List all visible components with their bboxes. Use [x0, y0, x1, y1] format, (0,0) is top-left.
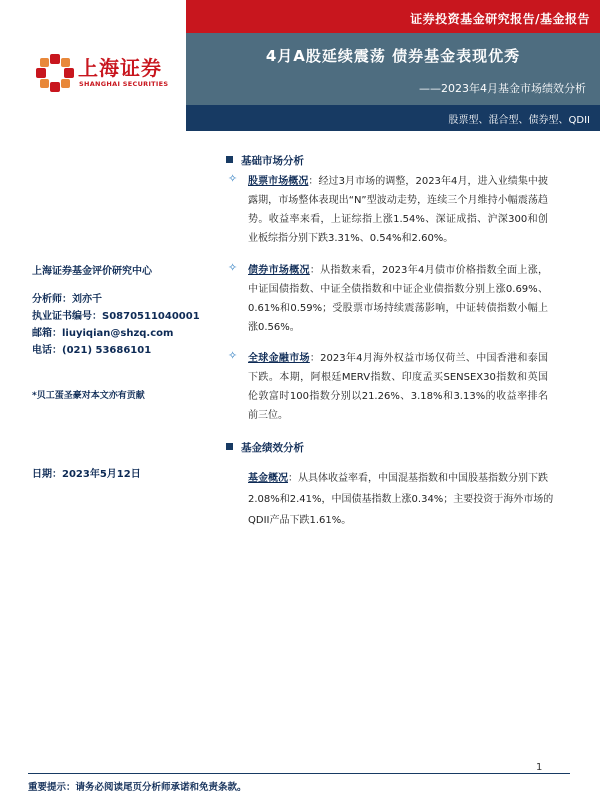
section-heading: 基础市场分析: [226, 153, 304, 168]
logo-name-cn: 上海证券: [78, 56, 162, 80]
contributor-note: *贝工蛋圣豪对本文亦有贡献: [32, 391, 145, 401]
company-logo: [0, 38, 186, 108]
report-title: 4月A股延续震荡 债券基金表现优秀: [265, 47, 521, 65]
report-type-bar: [186, 5, 600, 33]
diamond-bullet-icon: ✧: [228, 172, 238, 185]
license-number: 执业证书编号：S0870511040001: [32, 311, 200, 322]
analyst-email[interactable]: 邮箱：liuyiqian@shzq.com: [32, 328, 174, 339]
logo-emblem-icon: [36, 54, 74, 92]
keyword-band: [186, 105, 600, 131]
global-market-paragraph: 全球金融市场：2023年4月海外权益市场仅荷兰、中国香港和泰国下跌。本期，阿根廷MERV指数、印度孟买SENSEX30指数和英国伦敦富时100指数分别以21.26%、3.18%和3.13%的收益率排名前三位。: [248, 353, 549, 421]
fund-type-keywords: 股票型、混合型、债券型、QDII: [448, 115, 590, 126]
report-type: 证券投资基金研究报告/基金报告: [410, 12, 590, 26]
fund-overview-paragraph: 基金概况：从具体收益率看，中国混基指数和中国股基指数分别下跌2.08%和2.41%，中国债基指数上涨0.34%；主要投资于海外市场的QDII产品下跌1.61%。: [248, 473, 554, 526]
stock-market-paragraph: 股票市场概况：经过3月市场的调整，2023年4月，进入业绩集中披露期，市场整体表现出“N”型波动走势，连续三个月维持小幅震荡趋势。收益率来看，上证综指上涨1.54%、深证成指、沪深300和创业板综指分别下跌3.31%、0.54%和2.60%。: [248, 176, 548, 244]
report-subtitle: ——2023年4月基金市场绩效分析: [419, 82, 586, 95]
analyst-name: 分析师：刘亦千: [32, 294, 102, 305]
title-band: [186, 33, 600, 105]
analyst-phone: 电话：(021) 53686101: [32, 345, 152, 356]
square-bullet-icon: [226, 443, 233, 450]
paragraph-term: 基金概况: [248, 473, 288, 484]
paragraph-term: 债券市场概况: [248, 265, 310, 276]
section-heading: 基金绩效分析: [226, 440, 304, 455]
bond-market-paragraph: 债券市场概况：从指数来看，2023年4月债市价格指数全面上涨，中证国债指数、中证全债指数和中证企业债指数分别上涨0.69%、0.61%和0.59%；受股票市场持续震荡影响，中证转债指数小幅上涨0.56%。: [248, 265, 549, 333]
square-bullet-icon: [226, 156, 233, 163]
logo-name-en: SHANGHAI SECURITIES: [79, 80, 169, 88]
page-number: 1: [536, 762, 543, 773]
paragraph-term: 股票市场概况: [248, 176, 309, 187]
diamond-bullet-icon: ✧: [228, 349, 238, 362]
report-date: 日期：2023年5月12日: [32, 469, 141, 480]
research-center: 上海证券基金评价研究中心: [32, 266, 152, 277]
diamond-bullet-icon: ✧: [228, 261, 238, 274]
paragraph-term: 全球金融市场: [248, 353, 310, 364]
footer-divider: [28, 773, 570, 774]
disclaimer-footer: 重要提示：请务必阅读尾页分析师承诺和免责条款。: [28, 782, 247, 793]
